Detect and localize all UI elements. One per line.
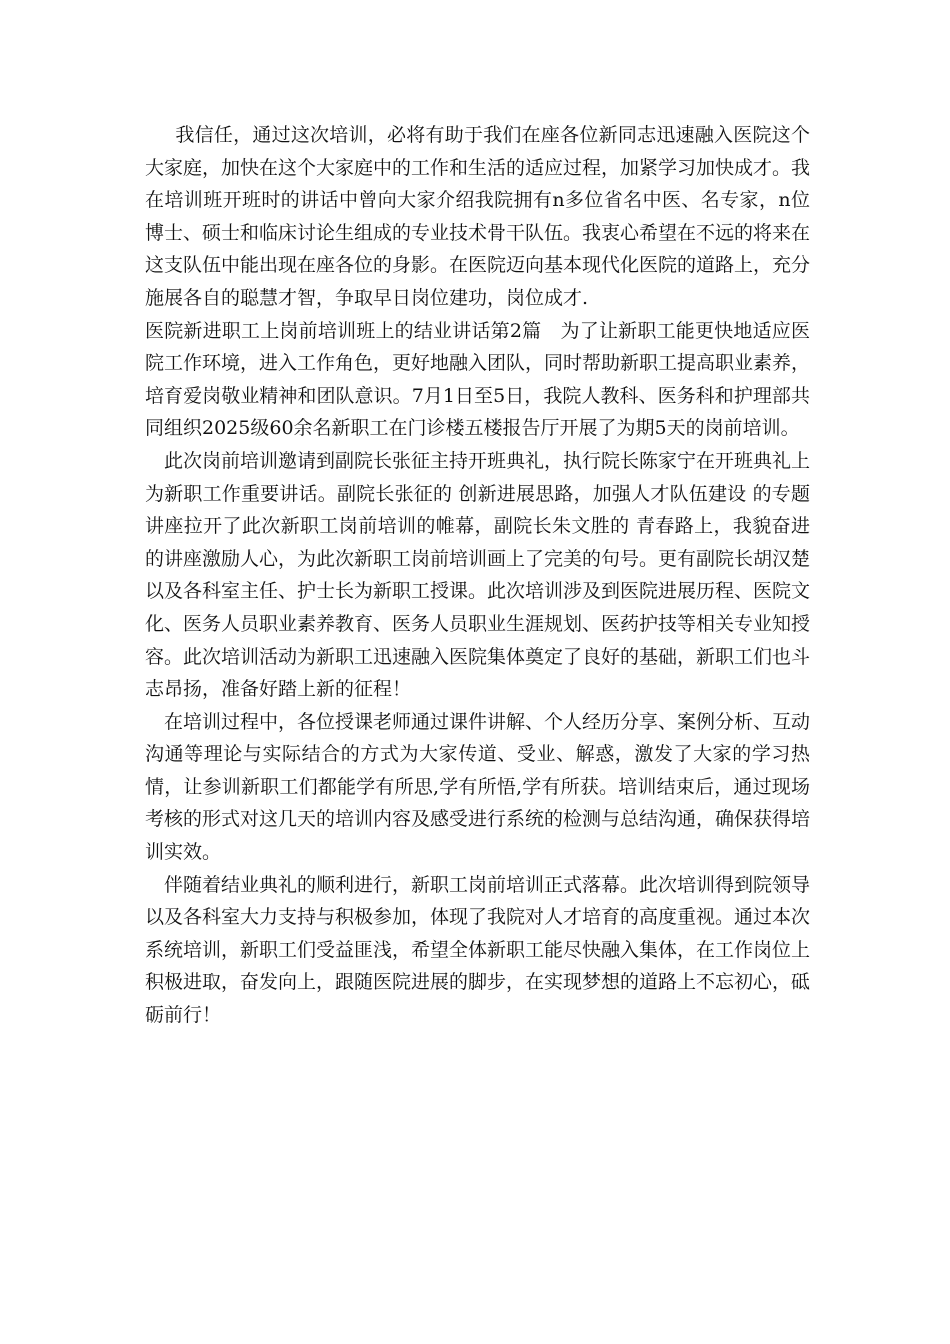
paragraph-3: 此次岗前培训邀请到副院长张征主持开班典礼，执行院长陈家宁在开班典礼上为新职工作重要讲话。副院长张征的 创新进展思路，加强人才队伍建设 的专题讲座拉开了此次新职工岗前培训的帷幕，副院长朱文胜的 青春路上，我貌奋进 的讲座激励人心，为此次新职工岗前培训画上了完美的句号。更有副院长胡汉楚以及各科室主任、护士长为新职工授课。此次培训涉及到医院进展历程、医院文化、医务人员职业素养教育、医务人员职业生涯规划、医药护技等相关专业知授容。此次培训活动为新职工迅速融入医院集体奠定了良好的基础，新职工们也斗志昂扬，准备好踏上新的征程！	[145, 449, 811, 701]
paragraph-1: 我信任，通过这次培训，必将有助于我们在座各位新同志迅速融入医院这个大家庭，加快在这个大家庭中的工作和生活的适应过程，加紧学习加快成才。我在培训班开班时的讲话中曾向大家介绍我院拥有n多位省名中医、名专家，n位博士、硕士和临床讨论生组成的专业技术骨干队伍。我衷心希望在不远的将来在这支队伍中能出现在座各位的身影。在医院迈向基本现代化医院的道路上，充分施展各自的聪慧才智，争取早日岗位建功，岗位成才.	[145, 124, 811, 309]
paragraph-2: 医院新进职工上岗前培训班上的结业讲话第2篇 为了让新职工能更快地适应医院工作环境，进入工作角色，更好地融入团队，同时帮助新职工提高职业素养，培育爱岗敬业精神和团队意识。7月1日至5日，我院人教科、医务科和护理部共同组织2025级60余名新职工在门诊楼五楼报告厅开展了为期5天的岗前培训。	[145, 319, 811, 440]
document-body	[145, 119, 810, 1032]
paragraph-4: 在培训过程中，各位授课老师通过课件讲解、个人经历分享、案例分析、互动沟通等理论与实际结合的方式为大家传道、受业、解惑，激发了大家的学习热情，让参训新职工们都能学有所思,学有所悟,学有所获。培训结束后，通过现场考核的形式对这几天的培训内容及感受进行系统的检测与总结沟通，确保获得培训实效。	[145, 710, 811, 864]
paragraph-5: 伴随着结业典礼的顺利进行，新职工岗前培训正式落幕。此次培训得到院领导以及各科室大力支持与积极参加，体现了我院对人才培育的高度重视。通过本次系统培训，新职工们受益匪浅，希望全体新职工能尽快融入集体，在工作岗位上积极进取，奋发向上，跟随医院进展的脚步，在实现梦想的道路上不忘初心，砥砺前行！	[145, 873, 811, 1027]
